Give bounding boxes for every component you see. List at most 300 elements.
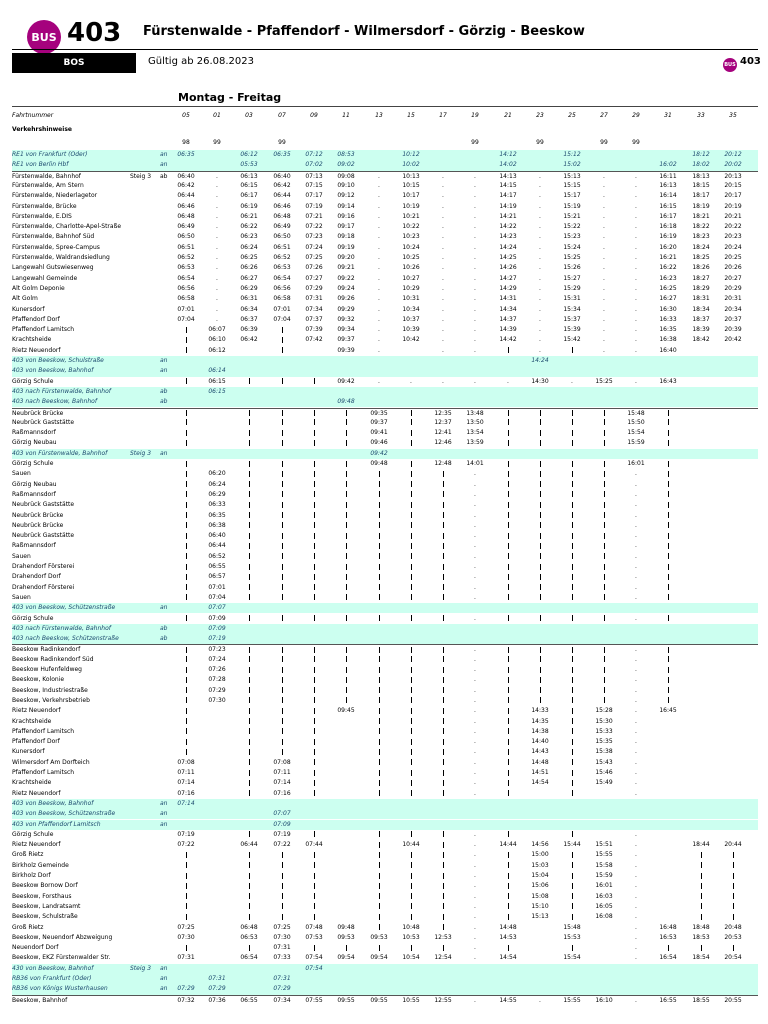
pass-through-mark [560,737,584,747]
departure-time: 15:58 [595,861,613,869]
departure-time: 15:35 [595,738,613,746]
departure-time: 18:19 [692,202,710,210]
trip-hint: 99 [278,139,286,146]
stop-name: Görzig Schule [12,830,54,838]
stop-name: Beeskow, Neuendorf Abzweigung [12,933,113,941]
departure-time: 10:29 [402,284,420,292]
pass-through-mark [302,572,326,582]
no-stop-mark: . [603,223,605,231]
no-stop-mark: . [474,666,476,673]
arrival-departure-label: an [160,449,168,457]
pass-through-mark [270,438,294,448]
stop-row [12,727,758,737]
pass-through-mark [592,655,616,665]
departure-time: 06:35 [208,511,226,519]
no-stop-mark: . [442,264,444,272]
no-stop-mark: . [635,655,637,663]
stop-name: Beeskow, Forsthaus [12,892,72,900]
pass-through-mark [237,861,261,871]
departure-time: 07:44 [305,841,323,849]
pass-through-mark [689,902,713,912]
pass-through-mark [237,881,261,891]
pass-through-mark [302,881,326,891]
departure-time: 09:48 [337,923,355,931]
no-stop-mark: . [635,202,637,210]
connection-row [12,974,758,984]
pass-through-mark [431,758,455,768]
departure-time: 07:25 [273,923,291,931]
no-stop-mark: . [474,913,476,921]
departure-time: 20:13 [724,172,742,180]
pass-through-mark [560,789,584,799]
departure-time: 07:09 [208,614,226,622]
departure-time: 07:54 [305,954,323,962]
pass-through-mark [399,747,423,757]
pass-through-mark [270,325,294,335]
departure-time: 06:54 [240,954,258,962]
departure-time: 18:55 [692,996,710,1004]
departure-time: 15:25 [563,254,581,261]
no-stop-mark: . [474,727,476,735]
departure-time: 16:40 [659,346,677,354]
pass-through-mark [431,480,455,490]
pass-through-mark [528,583,552,593]
connection-name: 403 nach Beeskow, Bahnhof [12,398,97,406]
pass-through-mark [367,500,391,510]
departure-time: 06:42 [177,181,195,189]
pass-through-mark [496,562,520,572]
departure-time: 06:12 [240,151,258,158]
departure-time: 06:53 [273,264,291,272]
departure-time: 20:17 [724,192,742,200]
pass-through-mark [431,655,455,665]
pass-through-mark [302,500,326,510]
route-title: Fürstenwalde - Pfaffendorf - Wilmersdorf - Görzig - Beeskow [143,24,585,39]
no-stop-mark: . [216,172,218,180]
departure-time: 16:14 [659,192,677,200]
departure-time: 12:37 [434,418,452,426]
pass-through-mark [431,511,455,521]
pass-through-mark [560,665,584,675]
pass-through-mark [560,892,584,902]
departure-time: 16:33 [659,315,677,323]
pass-through-mark [270,480,294,490]
no-stop-mark: . [378,315,380,323]
departure-time: 14:55 [499,996,517,1004]
no-stop-mark: . [603,243,605,251]
connection-name: RB36 von Königs Wusterhausen [12,985,108,993]
pass-through-mark [560,727,584,737]
departure-time: 07:26 [305,264,323,272]
no-stop-mark: . [442,305,444,313]
departure-time: 07:36 [208,996,226,1004]
pass-through-mark [656,490,680,500]
pass-through-mark [302,850,326,860]
connection-name: 403 von Beeskow, Bahnhof [12,799,94,807]
pass-through-mark [721,850,745,860]
departure-time: 15:48 [563,923,581,931]
no-stop-mark: . [474,470,476,478]
stop-name: Fürstenwalde, Waldrandsiedlung [12,254,110,261]
stop-name: Beeskow, Verkehrsbetrieb [12,696,90,704]
no-stop-mark: . [635,902,637,910]
pass-through-mark [399,583,423,593]
pass-through-mark [237,727,261,737]
stop-row [12,243,758,253]
pass-through-mark [174,346,198,356]
stop-row [12,212,758,222]
stop-name: Neubrück Brücke [12,511,64,519]
stop-row [12,438,758,448]
pass-through-mark [367,593,391,603]
pass-through-mark [496,943,520,953]
pass-through-mark [367,490,391,500]
departure-time: 10:39 [402,326,420,334]
departure-time: 07:31 [273,944,291,952]
pass-through-mark [560,480,584,490]
pass-through-mark [367,727,391,737]
pass-through-mark [334,418,358,428]
pass-through-mark [528,418,552,428]
departure-time: 09:55 [370,996,388,1004]
pass-through-mark [174,902,198,912]
no-stop-mark: . [474,717,476,725]
stop-name: Kunersdorf [12,305,45,313]
departure-time: 20:48 [724,923,742,931]
pass-through-mark [270,727,294,737]
departure-time: 07:29 [305,284,323,292]
pass-through-mark [560,850,584,860]
no-stop-mark: . [474,202,476,210]
pass-through-mark [270,335,294,345]
departure-time: 06:27 [240,274,258,282]
pass-through-mark [399,768,423,778]
pass-through-mark [560,418,584,428]
departure-time: 16:01 [627,460,645,467]
no-stop-mark: . [635,573,637,581]
departure-time: 14:24 [499,243,517,251]
trip-number: 17 [439,112,447,119]
pass-through-mark [560,675,584,685]
pass-through-mark [656,438,680,448]
departure-time: 06:15 [208,387,226,395]
departure-time: 09:53 [337,933,355,941]
pass-through-mark [174,438,198,448]
pass-through-mark [270,717,294,727]
departure-time: 18:25 [692,254,710,261]
pass-through-mark [592,459,616,469]
departure-time: 06:48 [273,212,291,220]
stop-name: Neubrück Brücke [12,409,64,417]
pass-through-mark [174,490,198,500]
connection-row [12,799,758,809]
pass-through-mark [496,593,520,603]
pass-through-mark [399,737,423,747]
departure-time: 07:31 [177,954,195,962]
stop-row [12,614,758,624]
pass-through-mark [367,686,391,696]
no-stop-mark: . [635,223,637,231]
pass-through-mark [399,696,423,706]
pass-through-mark [656,552,680,562]
pass-through-mark [592,696,616,706]
connection-row [12,160,758,170]
no-stop-mark: . [474,851,476,859]
pass-through-mark [334,438,358,448]
pass-through-mark [496,850,520,860]
departure-time: 15:13 [563,172,581,180]
departure-time: 07:30 [208,696,226,704]
no-stop-mark: . [474,954,476,962]
trip-number: 33 [697,112,705,119]
pass-through-mark [237,696,261,706]
departure-time: 06:39 [240,326,258,334]
pass-through-mark [237,665,261,675]
departure-time: 07:14 [273,779,291,787]
departure-time: 14:30 [531,377,549,385]
pass-through-mark [237,655,261,665]
no-stop-mark: . [442,172,444,180]
pass-through-mark [174,521,198,531]
pass-through-mark [496,521,520,531]
pass-through-mark [174,511,198,521]
pass-through-mark [367,881,391,891]
pass-through-mark [237,943,261,953]
departure-time: 10:22 [402,223,420,231]
departure-time: 14:48 [499,923,517,931]
no-stop-mark: . [539,192,541,200]
pass-through-mark [367,902,391,912]
pass-through-mark [399,428,423,438]
pass-through-mark [431,778,455,788]
departure-time: 09:48 [370,460,388,467]
pass-through-mark [174,850,198,860]
no-stop-mark: . [216,181,218,189]
stop-name: Beeskow, EKZ Fürstenwalder Str. [12,954,111,962]
departure-time: 15:22 [563,223,581,231]
stop-name: Neubrück Gaststätte [12,532,75,540]
no-stop-mark: . [539,233,541,241]
no-stop-mark: . [474,789,476,797]
no-stop-mark: . [474,758,476,766]
stop-row [12,830,758,840]
no-stop-mark: . [216,305,218,313]
pass-through-mark [237,531,261,541]
pass-through-mark [399,686,423,696]
departure-time: 07:22 [305,223,323,231]
connection-name: 403 von Pfaffendorf Lamitsch [12,820,101,828]
pass-through-mark [689,943,713,953]
departure-time: 07:25 [177,923,195,931]
departure-time: 15:51 [595,841,613,849]
departure-time: 08:53 [337,151,355,158]
departure-time: 06:44 [177,192,195,200]
arrival-departure-label: an [160,985,168,993]
stop-row [12,675,758,685]
no-stop-mark: . [442,315,444,323]
departure-time: 07:01 [177,305,195,313]
stop-row [12,181,758,191]
pass-through-mark [174,881,198,891]
departure-time: 16:27 [659,295,677,303]
pass-through-mark [399,655,423,665]
departure-time: 06:40 [273,172,291,180]
no-stop-mark: . [474,646,476,654]
departure-time: 07:13 [305,172,323,180]
pass-through-mark [399,490,423,500]
stop-name: Pfaffendorf Lamitsch [12,727,75,735]
departure-time: 16:15 [659,202,677,210]
stop-row [12,923,758,933]
no-stop-mark: . [603,326,605,334]
departure-time: 07:19 [208,635,226,643]
departure-time: 10:24 [402,243,420,251]
pass-through-mark [270,500,294,510]
stop-row [12,881,758,891]
no-stop-mark: . [442,346,444,354]
no-stop-mark: . [635,254,637,261]
pass-through-mark [528,686,552,696]
departure-time: 06:24 [208,480,226,488]
departure-time: 06:15 [208,377,226,385]
trip-number: 29 [632,112,640,119]
pass-through-mark [334,665,358,675]
departure-time: 18:34 [692,305,710,313]
no-stop-mark: . [474,944,476,952]
no-stop-mark: . [474,696,476,704]
no-stop-mark: . [378,181,380,189]
pass-through-mark [302,717,326,727]
departure-time: 15:06 [531,882,549,890]
departure-time: 12:46 [434,439,452,447]
pass-through-mark [270,521,294,531]
departure-time: 16:48 [659,923,677,931]
pass-through-mark [689,850,713,860]
no-stop-mark: . [635,243,637,251]
arrival-departure-label: an [160,810,168,818]
trip-number: 11 [342,112,350,119]
departure-time: 10:12 [402,151,420,158]
mini-route-number: 403 [740,56,761,67]
no-stop-mark: . [474,892,476,900]
no-stop-mark: . [474,748,476,756]
pass-through-mark [560,459,584,469]
pass-through-mark [689,912,713,922]
departure-time: 09:45 [337,707,355,715]
departure-time: 18:27 [692,274,710,282]
stop-row [12,377,758,387]
no-stop-mark: . [442,254,444,261]
pass-through-mark [656,655,680,665]
pass-through-mark [431,881,455,891]
no-stop-mark: . [216,192,218,200]
no-stop-mark: . [442,181,444,189]
stop-row [12,953,758,963]
stop-row [12,943,758,953]
departure-time: 07:12 [305,151,323,158]
no-stop-mark: . [216,223,218,231]
no-stop-mark: . [474,254,476,261]
departure-time: 10:44 [402,841,420,849]
pass-through-mark [302,871,326,881]
stop-name: Sauen [12,593,31,601]
departure-time: 07:16 [177,789,195,797]
no-stop-mark: . [635,779,637,787]
departure-time: 10:34 [402,305,420,313]
pass-through-mark [496,675,520,685]
departure-time: 09:37 [337,336,355,344]
no-stop-mark: . [635,172,637,180]
departure-time: 15:59 [627,439,645,447]
pass-through-mark [174,562,198,572]
trip-number: 09 [310,112,318,119]
stop-row [12,511,758,521]
stop-row [12,500,758,510]
departure-time: 06:19 [240,202,258,210]
departure-time: 15:34 [563,305,581,313]
pass-through-mark [528,531,552,541]
departure-time: 14:54 [531,779,549,787]
no-stop-mark: . [378,336,380,344]
pass-through-mark [174,531,198,541]
pass-through-mark [560,346,584,356]
pass-through-mark [237,438,261,448]
pass-through-mark [592,675,616,685]
stop-name: Rietz Neuendorf [12,789,61,797]
pass-through-mark [656,943,680,953]
stop-name: Beeskow, Industriestraße [12,686,88,694]
pass-through-mark [270,912,294,922]
departure-time: 20:19 [724,202,742,210]
departure-time: 14:26 [499,264,517,272]
pass-through-mark [496,428,520,438]
pass-through-mark [656,696,680,706]
no-stop-mark: . [474,233,476,241]
departure-time: 07:09 [273,820,291,828]
pass-through-mark [174,418,198,428]
pass-through-mark [496,747,520,757]
pass-through-mark [496,572,520,582]
pass-through-mark [367,552,391,562]
no-stop-mark: . [635,841,637,849]
departure-time: 16:19 [659,233,677,241]
stop-name: Pfaffendorf Dorf [12,738,60,746]
departure-time: 18:15 [692,181,710,189]
pass-through-mark [302,706,326,716]
stop-name: Beeskow Radinkendorf [12,646,81,654]
pass-through-mark [270,871,294,881]
pass-through-mark [431,789,455,799]
no-stop-mark: . [474,872,476,879]
pass-through-mark [367,923,391,933]
pass-through-mark [399,892,423,902]
departure-time: 07:19 [305,202,323,210]
stop-name: Sauen [12,552,31,560]
departure-time: 15:02 [563,161,581,169]
departure-time: 14:56 [531,841,549,849]
connection-row [12,387,758,397]
pass-through-mark [302,531,326,541]
departure-time: 18:13 [692,172,710,180]
pass-through-mark [496,346,520,356]
pass-through-mark [431,871,455,881]
no-stop-mark: . [635,923,637,931]
pass-through-mark [560,943,584,953]
departure-time: 07:54 [305,964,323,972]
pass-through-mark [528,541,552,551]
departure-time: 13:59 [466,439,484,447]
departure-time: 06:15 [240,181,258,189]
